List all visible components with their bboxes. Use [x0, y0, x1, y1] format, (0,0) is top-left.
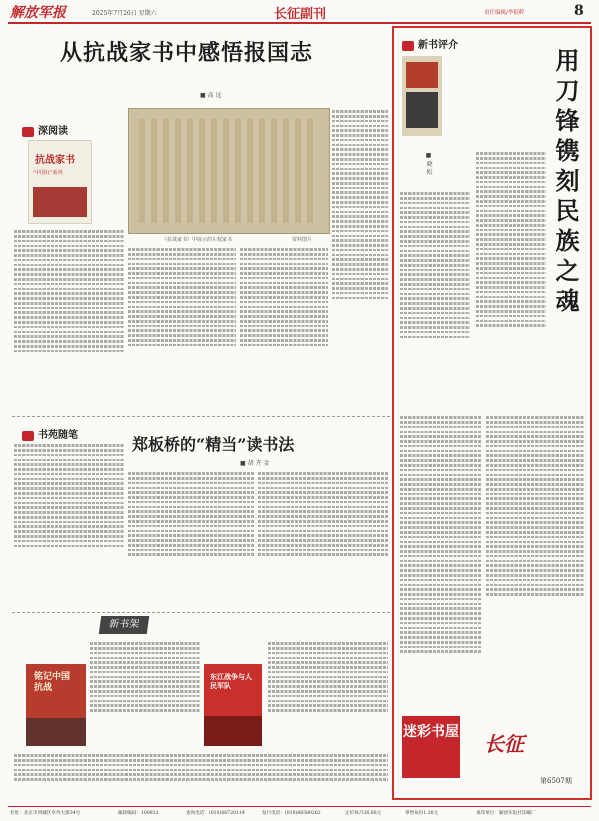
- main-article-byline: ■ 高 远: [200, 92, 222, 99]
- feature-title: 郑板桥的“精当”读书法: [132, 435, 295, 454]
- column-head-deep-reading: [22, 122, 68, 137]
- footer-address: 社址：北京市西城区阜外大街34号: [10, 811, 81, 816]
- footer-rule: [8, 806, 591, 807]
- book-cover-mingji: [26, 664, 86, 746]
- book-review-2: [268, 640, 388, 750]
- book-cover-kangzhan-jiashu: [28, 140, 92, 224]
- main-article-body-col4: [332, 108, 388, 398]
- footer-postcode: 邮政编码：100832: [118, 811, 159, 816]
- column-label: 书苑随笔: [38, 430, 78, 441]
- column-icon: [22, 127, 34, 137]
- footer-price: 定价每月26.00元: [345, 811, 382, 816]
- header-date: 2025年7月26日 星期六: [92, 10, 157, 17]
- column-label: 深阅读: [38, 126, 68, 137]
- changzheng-calligraphy: 长征: [484, 732, 524, 756]
- book-shelf-footer-text: [14, 752, 388, 800]
- feature-body-col2: [258, 470, 388, 602]
- featured-book-cover: [402, 56, 442, 136]
- main-article-body-col1: [14, 228, 124, 413]
- camouflage-bookhouse-badge: 迷彩书屋: [402, 716, 460, 778]
- column-icon: [22, 431, 34, 441]
- column-head-book-notes: [22, 426, 78, 441]
- feature-byline: ■ 胡 卉 金: [240, 460, 270, 467]
- footer-subscribe: 零售每份1.30元: [405, 811, 439, 816]
- feature-body-col1: [128, 470, 254, 602]
- book1-subtitle: "中国红"系列: [33, 170, 63, 176]
- book-cover-dongjiang: [204, 664, 262, 746]
- column-head-new-books: [402, 36, 458, 51]
- column-label: 新书评介: [418, 40, 458, 51]
- page-number: 8: [574, 3, 584, 19]
- right-article-byline: ■ 晓 松: [425, 152, 432, 175]
- book-notes-body: [14, 442, 124, 602]
- masthead: 解放军报: [10, 5, 66, 21]
- photo-caption: 《抗战家书》中展示的左权家书: [162, 237, 233, 243]
- main-article-body-col3: [240, 246, 328, 396]
- letter-photo: [128, 108, 330, 234]
- photo-credit: 资料图片: [292, 237, 313, 243]
- section-divider: [12, 416, 390, 417]
- book2-title: 铭记中国抗战: [34, 672, 71, 693]
- right-article-body-col1: [400, 190, 470, 410]
- footer-distribution: 发行电话：(010)66580262: [262, 811, 321, 816]
- footer-phone: 查询电话：(010)66720114: [186, 811, 245, 816]
- main-article-title: 从抗战家书中感悟报国志: [60, 40, 314, 66]
- issue-number: 第6507期: [540, 777, 572, 785]
- header-editor: 责任编辑/李狼粹: [484, 10, 525, 16]
- section-title: 长征副刊: [273, 7, 326, 22]
- book1-title: 抗战家书: [35, 155, 75, 166]
- section-divider: [12, 612, 390, 613]
- header-rule: [8, 22, 591, 24]
- book3-title: 东江战争与人民军队: [210, 672, 252, 690]
- right-article-body-col2: [476, 150, 546, 410]
- column-icon: [402, 41, 414, 51]
- book-shelf-label: 新书架: [99, 616, 150, 634]
- right-article-body-col4: [486, 414, 584, 684]
- right-article-title: 用刀锋镌刻民族之魂: [551, 48, 580, 318]
- main-article-body-col2: [128, 246, 236, 396]
- book1-cover-art: [33, 187, 87, 217]
- book-review-1: [90, 640, 200, 750]
- footer-printer: 承印单位：解放军报社印刷厂: [476, 811, 536, 816]
